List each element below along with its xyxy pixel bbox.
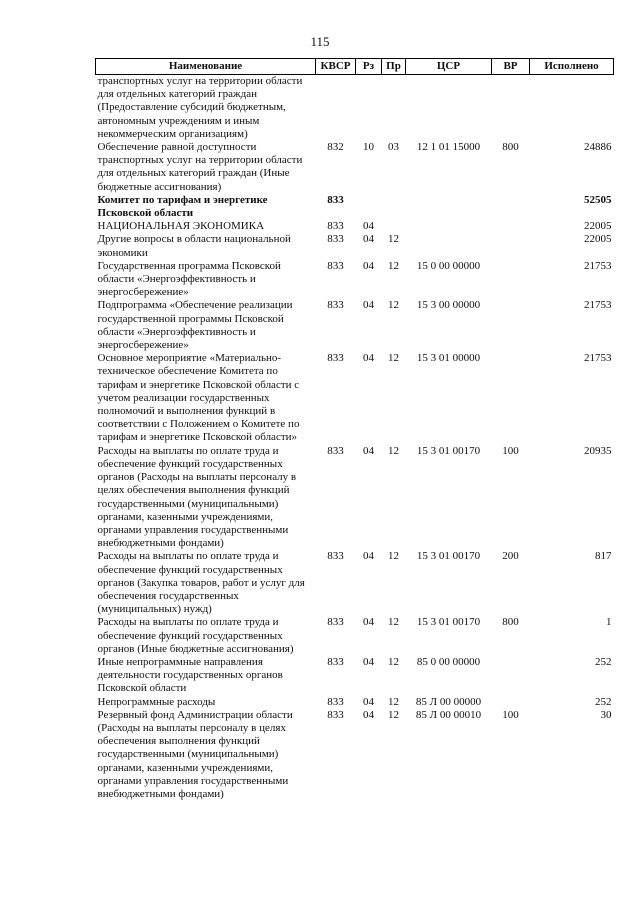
row-kvsr: 833 xyxy=(327,299,344,312)
table-row xyxy=(96,352,614,444)
row-name: Государственная программа Псковской области «Энергоэффективность и энергосбережение» xyxy=(97,259,281,299)
row-name: Расходы на выплаты по оплате труда и обеспечение функций государственных органов (Расходы на выплаты персоналу в целях обеспечения выполнения функций государственными (муниципальными) органами, казенными учреждениями, органами управления государственными внебюджетными фондами) xyxy=(97,444,297,550)
row-rz: 04 xyxy=(363,352,374,365)
row-csr: 15 3 01 00170 xyxy=(416,616,481,629)
row-done: 30 xyxy=(600,708,612,721)
row-rz xyxy=(356,194,382,220)
row-csr: 85 0 00 00000 xyxy=(416,655,481,668)
row-vr: 200 xyxy=(502,550,519,563)
row-kvsr xyxy=(316,75,356,142)
table-row xyxy=(96,233,614,259)
row-name: Расходы на выплаты по оплате труда и обеспечение функций государственных органов (Иные бюджетные ассигнования) xyxy=(97,616,294,655)
table-row xyxy=(96,445,614,551)
header-csr: ЦСР xyxy=(406,59,492,75)
row-name: Иные непрограммные направления деятельности государственных органов Псковской области xyxy=(97,655,283,695)
row-rz: 04 xyxy=(363,695,374,708)
row-rz xyxy=(356,75,382,142)
row-pr xyxy=(382,75,406,142)
row-rz: 04 xyxy=(363,220,374,233)
row-kvsr: 833 xyxy=(327,259,344,272)
row-done: 817 xyxy=(595,550,612,563)
row-pr: 12 xyxy=(388,550,399,563)
row-done: 1 xyxy=(606,616,612,629)
row-csr: 15 3 00 00000 xyxy=(416,299,481,312)
row-kvsr: 833 xyxy=(327,550,344,563)
row-pr: 12 xyxy=(388,233,399,246)
row-name: Непрограммные расходы xyxy=(97,695,216,708)
row-rz: 04 xyxy=(363,550,374,563)
row-name: Подпрограмма «Обеспечение реализации государственной программы Псковской области «Энергоэффективность и энергосбережение» xyxy=(97,299,293,352)
row-kvsr: 833 xyxy=(327,655,344,668)
row-name: Обеспечение равной доступности транспортных услуг на территории области для отдельных категорий граждан (Иные бюджетные ассигнования) xyxy=(97,141,303,193)
table-row xyxy=(96,220,614,233)
row-kvsr: 833 xyxy=(327,616,344,629)
row-vr xyxy=(492,233,530,259)
row-pr: 12 xyxy=(388,616,399,629)
header-rz: Рз xyxy=(356,59,382,75)
row-kvsr: 833 xyxy=(327,444,344,457)
row-vr xyxy=(492,696,530,709)
table-row xyxy=(96,299,614,352)
row-pr: 12 xyxy=(388,299,399,312)
row-done: 21753 xyxy=(584,299,612,312)
row-vr: 800 xyxy=(502,141,519,154)
row-vr: 100 xyxy=(502,708,519,721)
row-done: 252 xyxy=(595,695,612,708)
row-vr xyxy=(492,260,530,300)
header-done: Исполнено xyxy=(530,59,614,75)
row-vr xyxy=(492,75,530,142)
row-rz: 04 xyxy=(363,708,374,721)
table-row xyxy=(96,260,614,300)
table-row xyxy=(96,141,614,194)
row-done: 24886 xyxy=(584,141,612,154)
budget-execution-table xyxy=(95,58,614,801)
row-csr: 15 3 01 00170 xyxy=(416,550,481,563)
row-csr xyxy=(406,220,492,233)
row-done: 252 xyxy=(595,655,612,668)
row-pr: 12 xyxy=(388,259,399,272)
row-csr: 12 1 01 15000 xyxy=(416,141,481,154)
row-rz: 04 xyxy=(363,616,374,629)
page-number: 115 xyxy=(310,34,330,49)
row-done: 21753 xyxy=(584,352,612,365)
row-pr xyxy=(382,194,406,220)
row-kvsr: 832 xyxy=(327,141,344,154)
table-row xyxy=(96,656,614,696)
row-csr: 15 3 01 00170 xyxy=(416,444,481,457)
table-row xyxy=(96,550,614,616)
row-kvsr: 833 xyxy=(327,233,344,246)
row-done xyxy=(530,75,614,142)
row-name: НАЦИОНАЛЬНАЯ ЭКОНОМИКА xyxy=(97,220,265,233)
row-vr xyxy=(492,656,530,696)
header-vr: ВР xyxy=(492,59,530,75)
row-vr xyxy=(492,194,530,220)
row-name: Комитет по тарифам и энергетике Псковской области xyxy=(97,193,268,220)
row-pr: 12 xyxy=(388,708,399,721)
table-row xyxy=(96,616,614,656)
row-rz: 04 xyxy=(363,655,374,668)
row-kvsr: 833 xyxy=(327,352,344,365)
row-rz: 10 xyxy=(363,141,374,154)
row-pr: 12 xyxy=(388,655,399,668)
row-done: 22005 xyxy=(584,233,612,246)
row-csr: 15 0 00 00000 xyxy=(416,259,481,272)
row-pr: 03 xyxy=(388,141,399,154)
row-vr xyxy=(492,352,530,444)
table-row xyxy=(96,194,614,220)
row-vr: 100 xyxy=(502,444,519,457)
header-kvsr: КВСР xyxy=(316,59,356,75)
row-rz: 04 xyxy=(363,444,374,457)
row-csr xyxy=(406,75,492,142)
row-rz: 04 xyxy=(363,233,374,246)
row-done: 22005 xyxy=(584,220,612,233)
row-name: Резервный фонд Администрации области (Расходы на выплаты персоналу в целях обеспечения выполнения функций государственными (муниципальными) органами, казенными учреждениями, органами управления государственными внебюджетными фондами) xyxy=(97,708,293,800)
row-rz: 04 xyxy=(363,299,374,312)
row-vr xyxy=(492,299,530,352)
row-done: 20935 xyxy=(584,444,612,457)
table-row xyxy=(96,709,614,801)
row-csr xyxy=(406,233,492,259)
row-vr: 800 xyxy=(502,616,519,629)
table-row xyxy=(96,696,614,709)
header-name: Наименование xyxy=(96,59,316,75)
row-name: Основное мероприятие «Материально-техническое обеспечение Комитета по тарифам и энергетике Псковской области с учетом реализации государственных полномочий и выполнения функций в соответствии с Положением о Комитете по тарифам и энергетике Псковской области» xyxy=(97,352,300,444)
row-pr: 12 xyxy=(388,695,399,708)
row-name: Расходы на выплаты по оплате труда и обеспечение функций государственных органов (Закупка товаров, работ и услуг для обеспечения государственных (муниципальных) нужд) xyxy=(97,550,305,616)
row-done: 52505 xyxy=(584,193,612,206)
row-csr: 15 3 01 00000 xyxy=(416,352,481,365)
row-name: Другие вопросы в области национальной экономики xyxy=(97,233,291,259)
row-pr: 12 xyxy=(388,352,399,365)
row-vr xyxy=(492,220,530,233)
row-kvsr: 833 xyxy=(327,695,344,708)
row-csr: 85 Л 00 00000 xyxy=(415,695,482,708)
table-header-row xyxy=(96,59,614,75)
row-kvsr: 833 xyxy=(327,708,344,721)
row-name: транспортных услуг на территории области для отдельных категорий граждан (Предоставление субсидий бюджетным, автономным учреждениям и иным некоммерческим организациям) xyxy=(97,75,303,140)
table-row xyxy=(96,75,614,142)
row-kvsr: 833 xyxy=(327,220,344,233)
row-kvsr: 833 xyxy=(327,193,344,206)
header-pr: Пр xyxy=(382,59,406,75)
row-done: 21753 xyxy=(584,259,612,272)
row-csr: 85 Л 00 00010 xyxy=(415,708,482,721)
row-pr: 12 xyxy=(388,444,399,457)
row-rz: 04 xyxy=(363,259,374,272)
row-csr xyxy=(406,194,492,220)
row-pr xyxy=(382,220,406,233)
